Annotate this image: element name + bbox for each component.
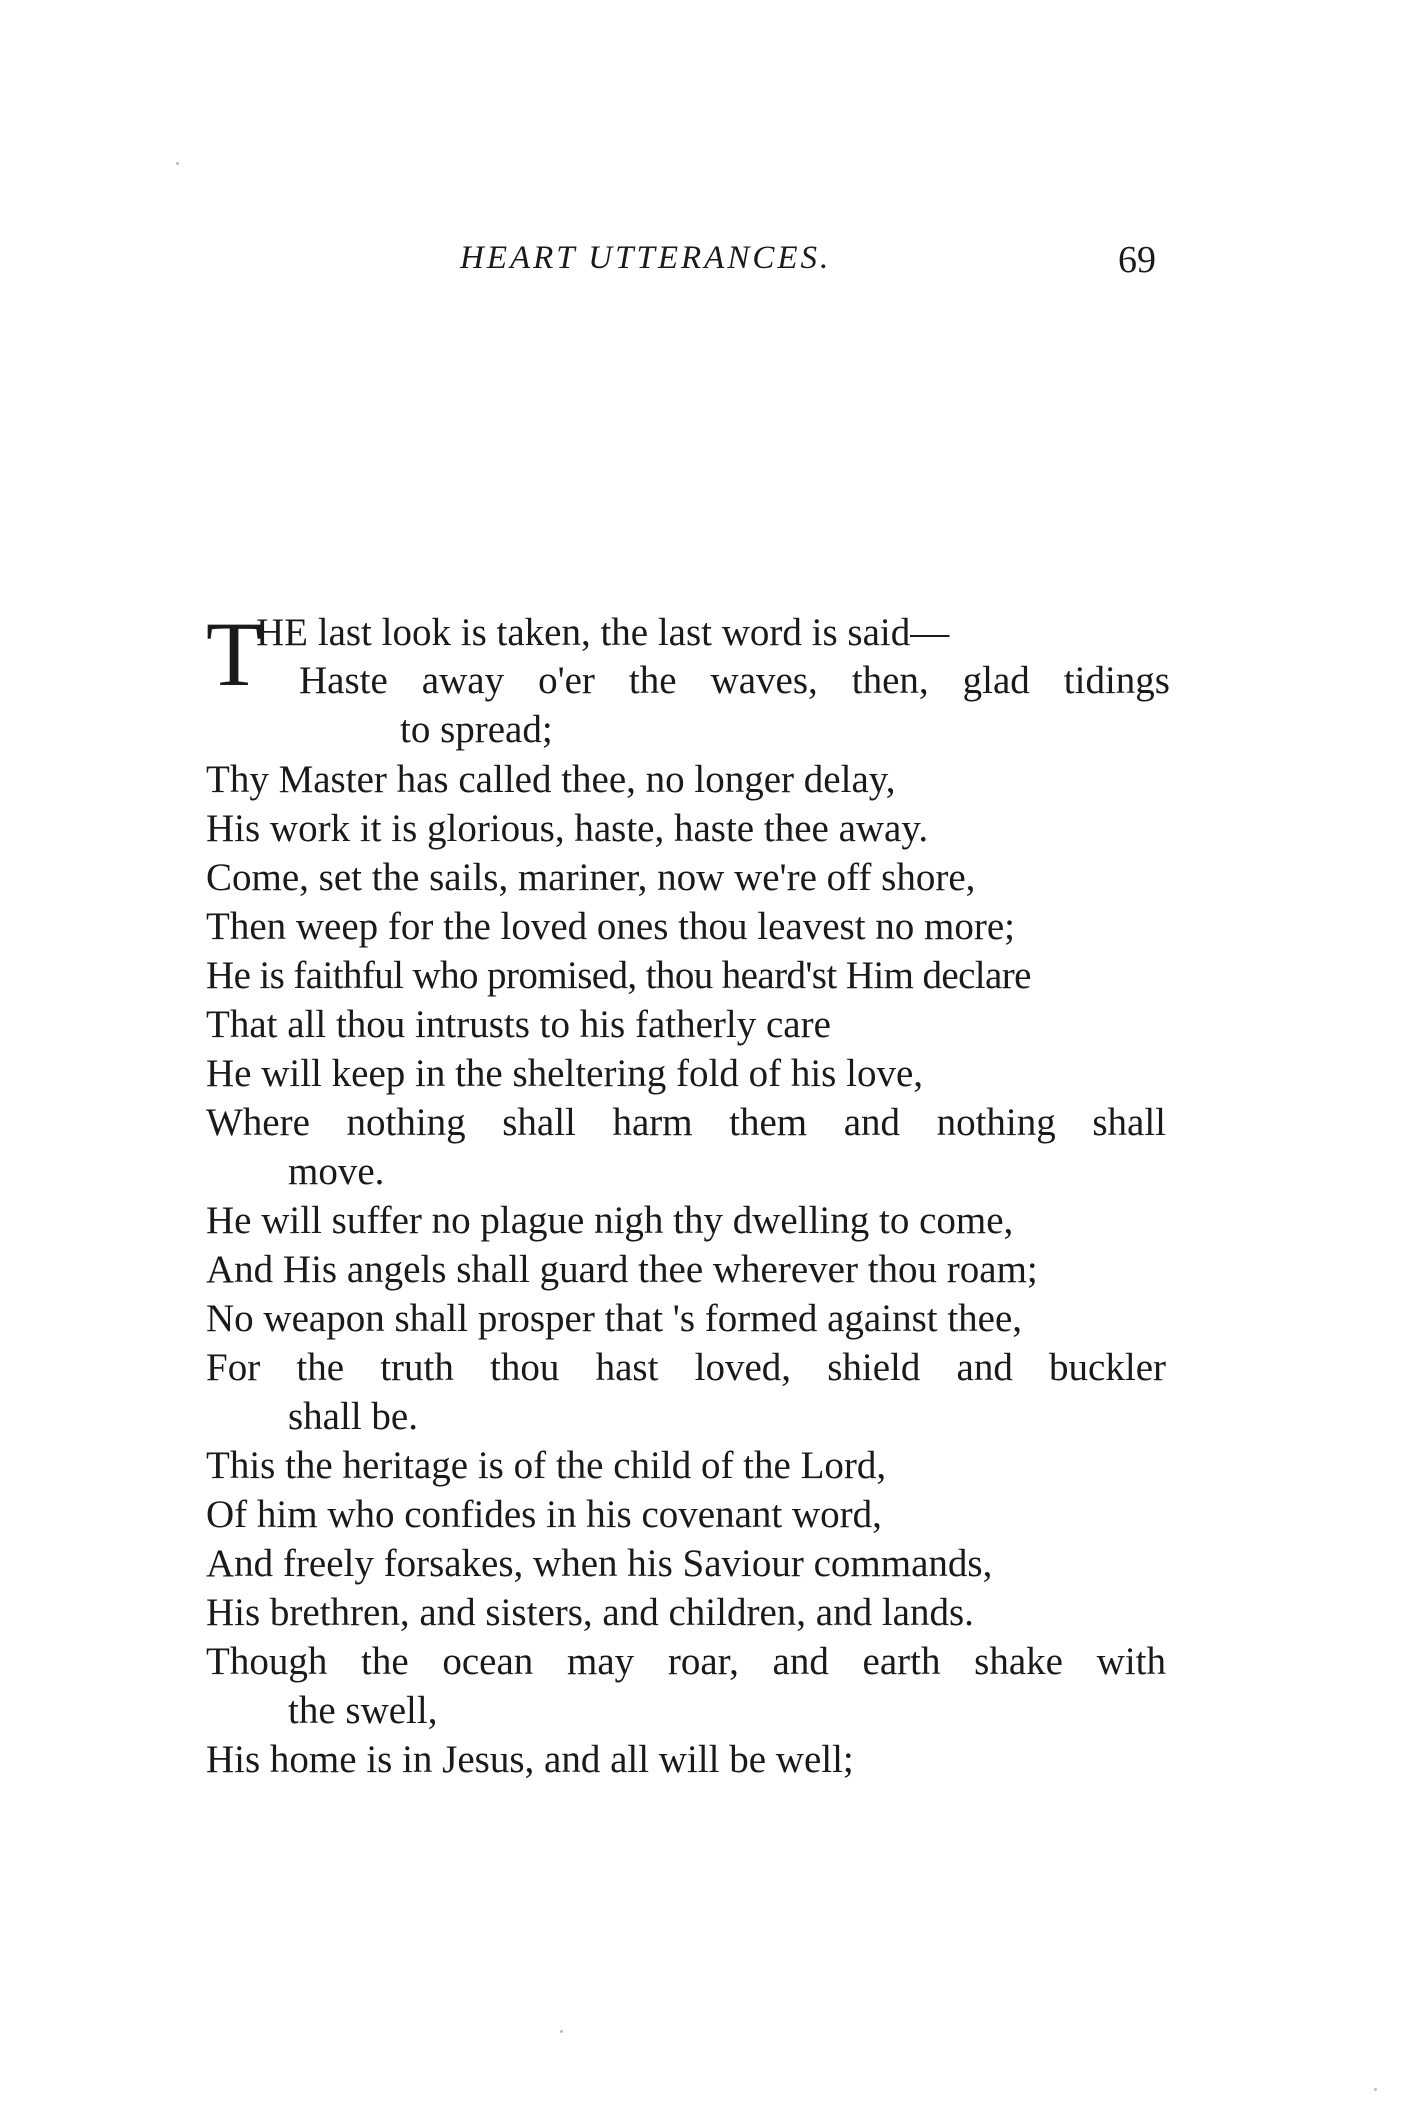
poem-line: move. xyxy=(288,1150,385,1193)
poem-line: Then weep for the loved ones thou leavest no more; xyxy=(206,905,1016,948)
poem-line: Of him who confides in his covenant word, xyxy=(206,1493,882,1536)
poem-line: Haste away o'er the waves, then, glad tidings xyxy=(299,659,1170,702)
page-number: 69 xyxy=(1118,239,1156,281)
poem-line: He is faithful who promised, thou heard'st Him declare xyxy=(206,954,1031,997)
poem-line: For the truth thou hast loved, shield and buckler xyxy=(206,1346,1166,1389)
paper-speck xyxy=(1374,2088,1377,2091)
poem-line: His brethren, and sisters, and children, and lands. xyxy=(206,1591,974,1634)
drop-cap: T xyxy=(206,603,263,705)
paper-speck xyxy=(560,2030,563,2033)
poem-line: His work it is glorious, haste, haste thee away. xyxy=(206,807,929,850)
poem-line: No weapon shall prosper that 's formed against thee, xyxy=(206,1297,1023,1340)
poem-line: That all thou intrusts to his fatherly care xyxy=(206,1003,831,1046)
poem-line: His home is in Jesus, and all will be well; xyxy=(206,1738,854,1781)
poem-line: Though the ocean may roar, and earth shake with xyxy=(206,1640,1166,1683)
poem-line: He will suffer no plague nigh thy dwelling to come, xyxy=(206,1199,1014,1242)
poem-line: HE last look is taken, the last word is said— xyxy=(256,611,950,654)
poem-line: And His angels shall guard thee wherever thou roam; xyxy=(206,1248,1038,1291)
poem-line: Where nothing shall harm them and nothing shall xyxy=(206,1101,1166,1144)
poem-line: This the heritage is of the child of the Lord, xyxy=(206,1444,887,1487)
poem-line: shall be. xyxy=(288,1395,418,1438)
paper-speck xyxy=(176,162,179,165)
poem-line: Thy Master has called thee, no longer delay, xyxy=(206,758,896,801)
poem-line: the swell, xyxy=(288,1689,438,1732)
poem-line: And freely forsakes, when his Saviour commands, xyxy=(206,1542,993,1585)
poem-line: to spread; xyxy=(400,708,553,751)
running-title: HEART UTTERANCES. xyxy=(460,240,832,276)
poem-line: Come, set the sails, mariner, now we're off shore, xyxy=(206,856,976,899)
poem-line: He will keep in the sheltering fold of his love, xyxy=(206,1052,924,1095)
